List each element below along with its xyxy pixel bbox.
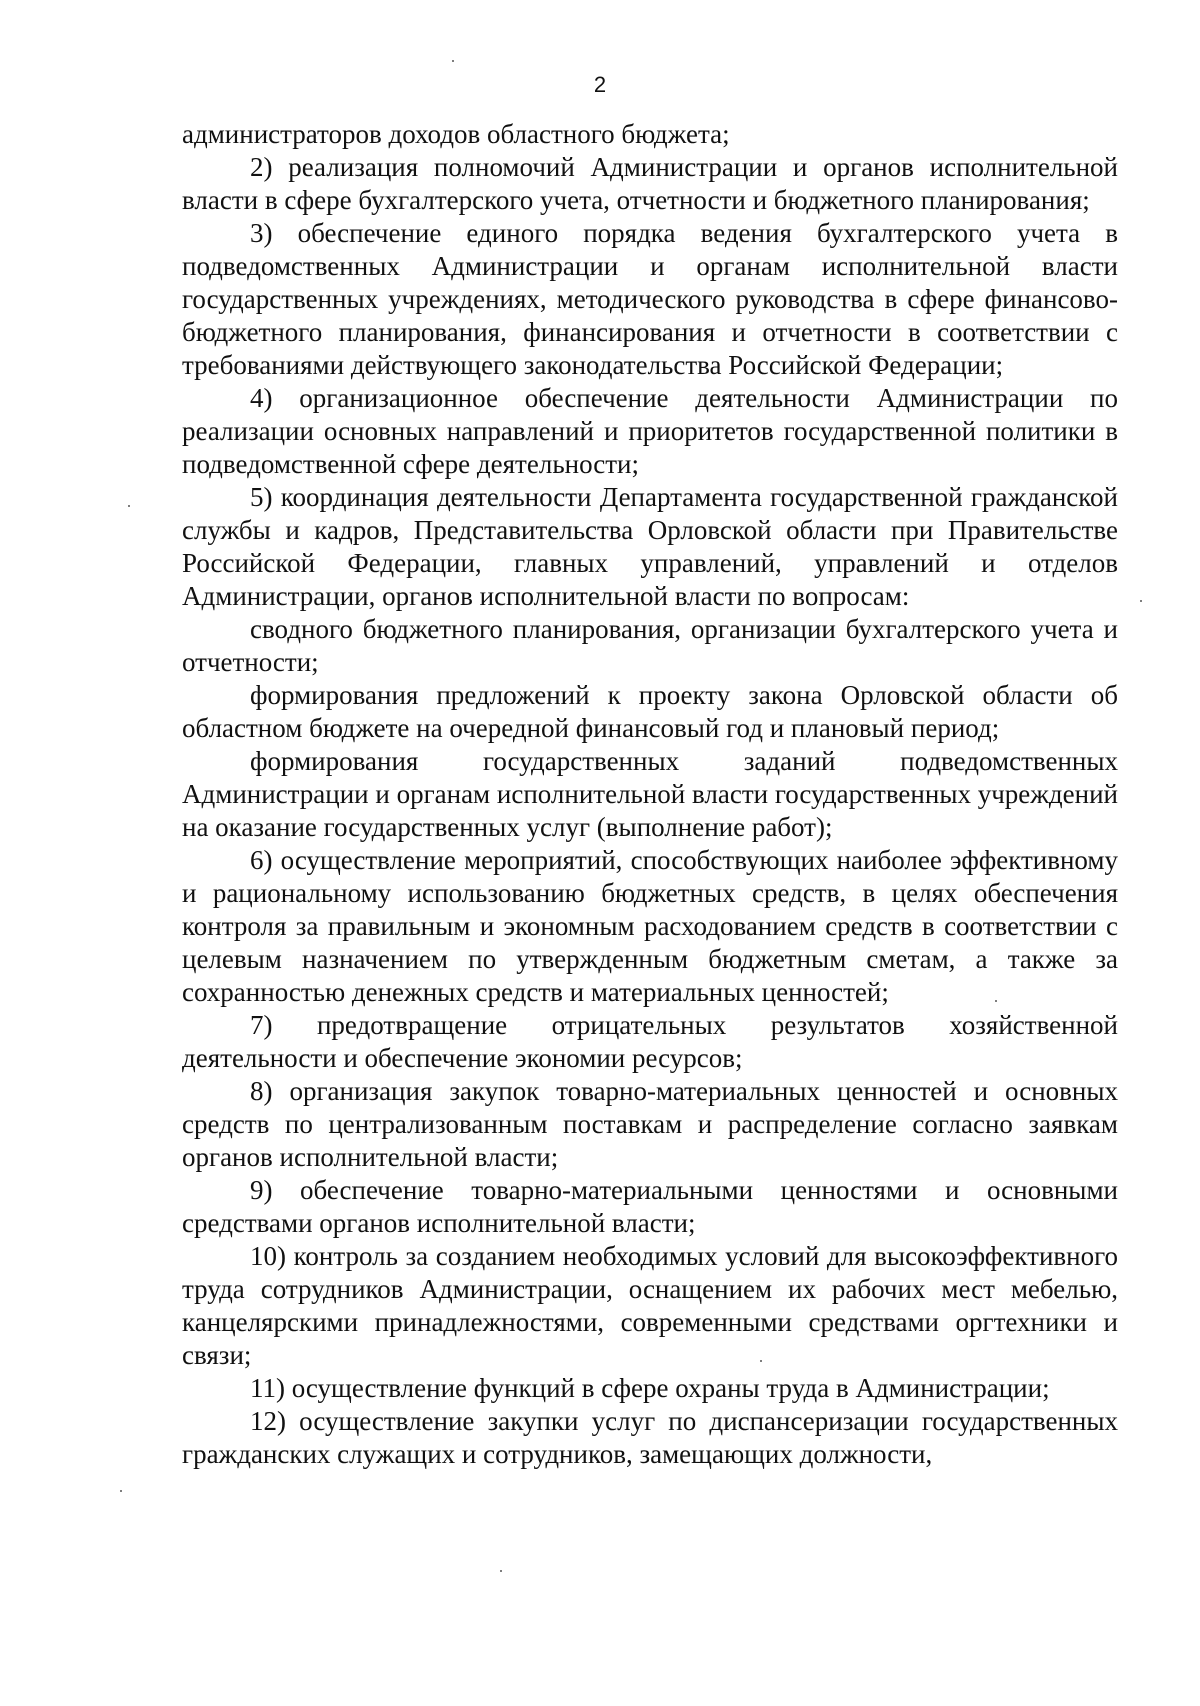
- paragraph-item-10: 10) контроль за созданием необходимых условий для высокоэффективного труда сотрудников Администрации, оснащением их рабочих мест мебелью, канцелярскими принадлежностями, современными средствами оргтехники и связи;: [182, 1241, 1118, 1370]
- paragraph-subitem-budget-law: формирования предложений к проекту закона Орловской области об областном бюджете на очередной финансовый год и плановый период;: [182, 680, 1118, 743]
- paragraph-item-5: 5) координация деятельности Департамента государственной гражданской службы и кадров, Представительства Орловской области при Правительстве Российской Федерации, главных управлений, управлений и отделов Администрации, органов исполнительной власти по вопросам:: [182, 482, 1118, 611]
- scan-speck: [128, 505, 130, 507]
- paragraph-item-2: 2) реализация полномочий Администрации и органов исполнительной власти в сфере бухгалтерского учета, отчетности и бюджетного планирования;: [182, 152, 1118, 215]
- page-number: 2: [593, 72, 607, 97]
- scan-speck: [452, 60, 454, 62]
- scan-speck: [995, 1000, 997, 1002]
- paragraph-subitem-budget-planning: сводного бюджетного планирования, организации бухгалтерского учета и отчетности;: [182, 614, 1118, 677]
- paragraph-item-12: 12) осуществление закупки услуг по диспансеризации государственных гражданских служащих и сотрудников, замещающих должности,: [182, 1406, 1118, 1469]
- paragraph-item-8: 8) организация закупок товарно-материальных ценностей и основных средств по централизованным поставкам и распределение согласно заявкам органов исполнительной власти;: [182, 1076, 1118, 1172]
- paragraph-continuation: администраторов доходов областного бюджета;: [182, 119, 730, 149]
- paragraph-item-11: 11) осуществление функций в сфере охраны труда в Администрации;: [250, 1373, 1050, 1403]
- paragraph-item-4: 4) организационное обеспечение деятельности Администрации по реализации основных направлений и приоритетов государственной политики в подведомственной сфере деятельности;: [182, 383, 1118, 479]
- scan-speck: [120, 1490, 122, 1492]
- paragraph-item-7: 7) предотвращение отрицательных результатов хозяйственной деятельности и обеспечение экономии ресурсов;: [182, 1010, 1118, 1073]
- scan-speck: [500, 1570, 502, 1572]
- paragraph-item-6: 6) осуществление мероприятий, способствующих наиболее эффективному и рациональному использованию бюджетных средств, в целях обеспечения контроля за правильным и экономным расходованием средств в соответствии с целевым назначением по утвержденным бюджетным сметам, а также за сохранностью денежных средств и материальных ценностей;: [182, 845, 1118, 1007]
- document-body: [182, 118, 1118, 1471]
- scan-speck: [1140, 600, 1142, 602]
- scan-speck: [760, 1360, 762, 1362]
- paragraph-item-9: 9) обеспечение товарно-материальными ценностями и основными средствами органов исполнительной власти;: [182, 1175, 1118, 1238]
- paragraph-subitem-state-assignments: формирования государственных заданий подведомственных Администрации и органам исполнительной власти государственных учреждений на оказание государственных услуг (выполнение работ);: [182, 746, 1118, 842]
- paragraph-item-3: 3) обеспечение единого порядка ведения бухгалтерского учета в подведомственных Администрации и органам исполнительной власти государственных учреждениях, методического руководства в сфере финансово-бюджетного планирования, финансирования и отчетности в соответствии с требованиями действующего законодательства Российской Федерации;: [182, 218, 1118, 380]
